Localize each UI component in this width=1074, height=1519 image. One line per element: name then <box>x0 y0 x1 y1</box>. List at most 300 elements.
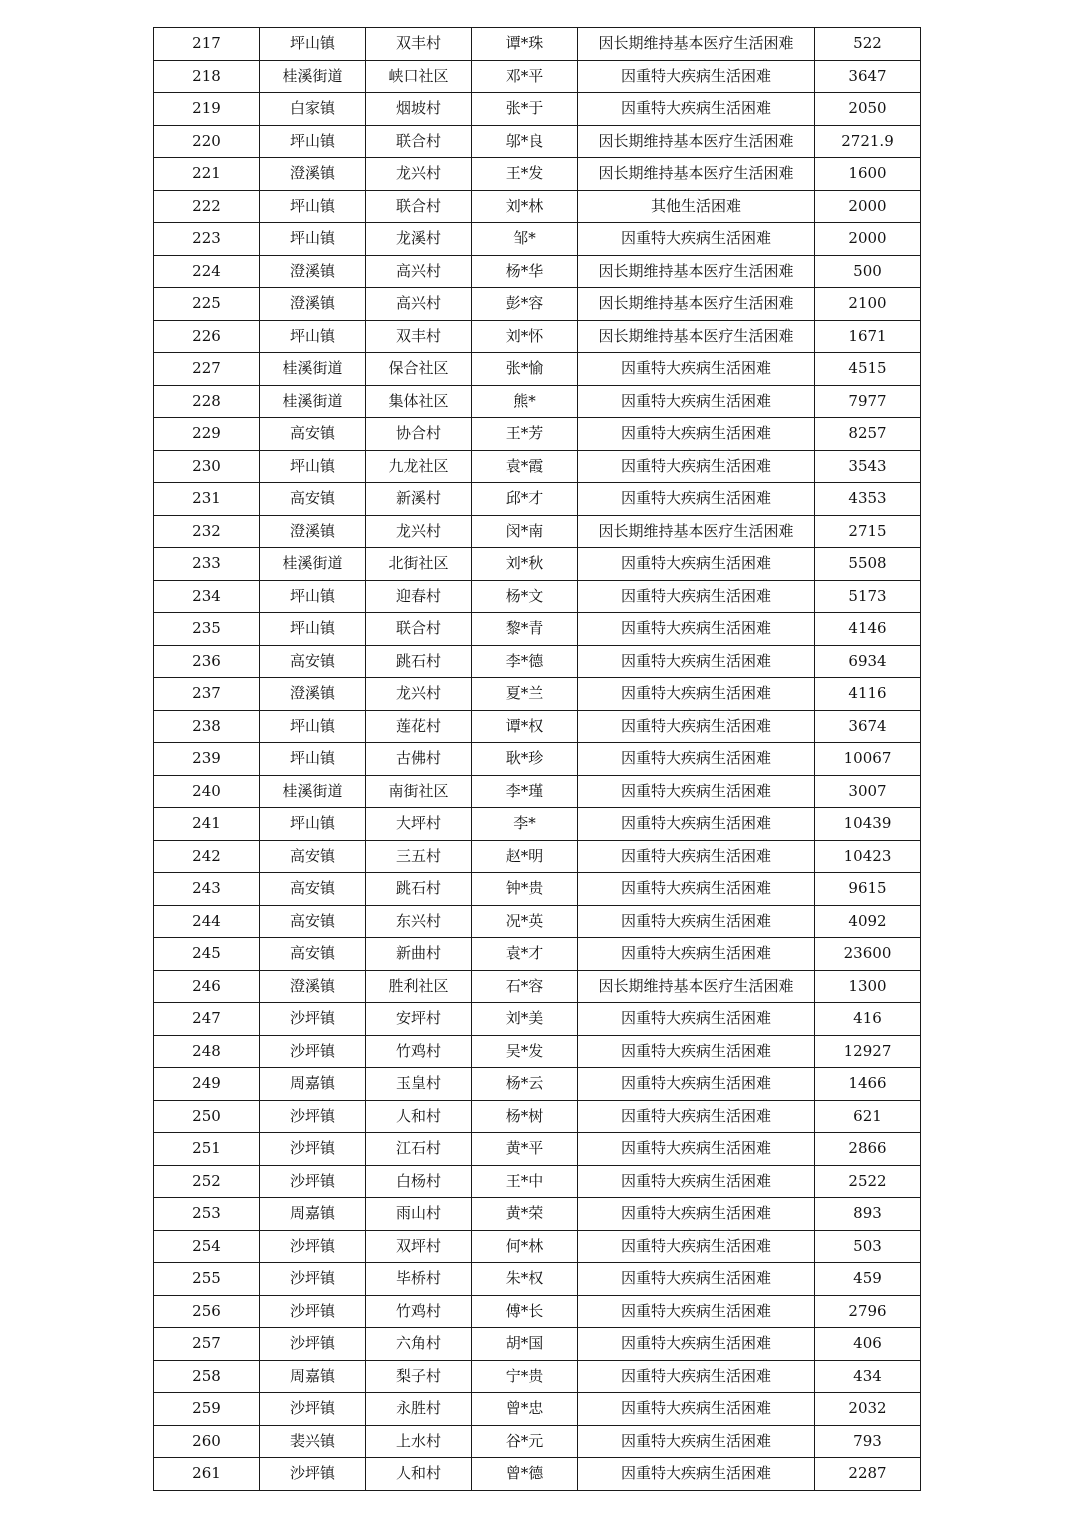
cell-reason: 因重特大疾病生活困难 <box>578 1458 815 1491</box>
cell-amount: 9615 <box>815 873 921 906</box>
cell-name: 杨*树 <box>472 1100 578 1133</box>
cell-amount: 4515 <box>815 353 921 386</box>
cell-reason: 因重特大疾病生活困难 <box>578 418 815 451</box>
cell-village: 龙兴村 <box>366 158 472 191</box>
table-row <box>154 678 921 711</box>
cell-amount: 2796 <box>815 1295 921 1328</box>
cell-name: 邓*平 <box>472 60 578 93</box>
cell-town: 沙坪镇 <box>260 1100 366 1133</box>
cell-reason: 因长期维持基本医疗生活困难 <box>578 125 815 158</box>
table-row <box>154 1100 921 1133</box>
cell-village: 雨山村 <box>366 1198 472 1231</box>
cell-village: 高兴村 <box>366 255 472 288</box>
cell-amount: 3007 <box>815 775 921 808</box>
cell-name: 谷*元 <box>472 1425 578 1458</box>
cell-town: 裴兴镇 <box>260 1425 366 1458</box>
cell-village: 新溪村 <box>366 483 472 516</box>
cell-name: 张*愉 <box>472 353 578 386</box>
cell-serial-number: 248 <box>154 1035 260 1068</box>
cell-name: 石*容 <box>472 970 578 1003</box>
cell-amount: 2032 <box>815 1393 921 1426</box>
cell-reason: 因重特大疾病生活困难 <box>578 1035 815 1068</box>
cell-village: 双丰村 <box>366 320 472 353</box>
table-row <box>154 938 921 971</box>
cell-town: 高安镇 <box>260 483 366 516</box>
cell-amount: 8257 <box>815 418 921 451</box>
cell-reason: 因重特大疾病生活困难 <box>578 1393 815 1426</box>
cell-town: 高安镇 <box>260 905 366 938</box>
table-row <box>154 840 921 873</box>
cell-town: 高安镇 <box>260 873 366 906</box>
cell-town: 桂溪街道 <box>260 385 366 418</box>
cell-reason: 因重特大疾病生活困难 <box>578 905 815 938</box>
table-row <box>154 873 921 906</box>
cell-name: 邬*良 <box>472 125 578 158</box>
cell-name: 朱*权 <box>472 1263 578 1296</box>
cell-serial-number: 232 <box>154 515 260 548</box>
cell-serial-number: 233 <box>154 548 260 581</box>
cell-reason: 因重特大疾病生活困难 <box>578 353 815 386</box>
cell-reason: 因重特大疾病生活困难 <box>578 678 815 711</box>
cell-village: 协合村 <box>366 418 472 451</box>
table-row <box>154 158 921 191</box>
cell-name: 吴*发 <box>472 1035 578 1068</box>
cell-town: 澄溪镇 <box>260 515 366 548</box>
cell-name: 彭*容 <box>472 288 578 321</box>
cell-name: 邱*才 <box>472 483 578 516</box>
table-row <box>154 288 921 321</box>
cell-reason: 因重特大疾病生活困难 <box>578 1133 815 1166</box>
cell-reason: 因重特大疾病生活困难 <box>578 548 815 581</box>
table-row <box>154 1068 921 1101</box>
cell-village: 新曲村 <box>366 938 472 971</box>
cell-serial-number: 244 <box>154 905 260 938</box>
cell-reason: 因重特大疾病生活困难 <box>578 1100 815 1133</box>
cell-amount: 3674 <box>815 710 921 743</box>
cell-town: 沙坪镇 <box>260 1165 366 1198</box>
table-row <box>154 1425 921 1458</box>
cell-reason: 因重特大疾病生活困难 <box>578 873 815 906</box>
document-page <box>153 27 920 1491</box>
cell-serial-number: 261 <box>154 1458 260 1491</box>
cell-town: 坪山镇 <box>260 710 366 743</box>
cell-reason: 因重特大疾病生活困难 <box>578 743 815 776</box>
cell-amount: 2287 <box>815 1458 921 1491</box>
table-row <box>154 1035 921 1068</box>
table-row <box>154 1165 921 1198</box>
cell-reason: 因重特大疾病生活困难 <box>578 385 815 418</box>
table-row <box>154 808 921 841</box>
cell-name: 况*英 <box>472 905 578 938</box>
cell-amount: 10423 <box>815 840 921 873</box>
cell-reason: 因重特大疾病生活困难 <box>578 1198 815 1231</box>
cell-name: 李*瑾 <box>472 775 578 808</box>
cell-town: 坪山镇 <box>260 743 366 776</box>
cell-amount: 2100 <box>815 288 921 321</box>
cell-village: 永胜村 <box>366 1393 472 1426</box>
cell-reason: 因重特大疾病生活困难 <box>578 1295 815 1328</box>
cell-amount: 4353 <box>815 483 921 516</box>
table-row <box>154 450 921 483</box>
cell-reason: 因重特大疾病生活困难 <box>578 223 815 256</box>
cell-name: 袁*才 <box>472 938 578 971</box>
cell-serial-number: 219 <box>154 93 260 126</box>
cell-reason: 因长期维持基本医疗生活困难 <box>578 320 815 353</box>
cell-serial-number: 247 <box>154 1003 260 1036</box>
cell-town: 坪山镇 <box>260 808 366 841</box>
cell-amount: 793 <box>815 1425 921 1458</box>
cell-village: 三五村 <box>366 840 472 873</box>
cell-name: 杨*华 <box>472 255 578 288</box>
cell-town: 澄溪镇 <box>260 255 366 288</box>
cell-village: 竹鸡村 <box>366 1035 472 1068</box>
table-row <box>154 548 921 581</box>
table-row <box>154 905 921 938</box>
table-row <box>154 1393 921 1426</box>
cell-name: 谭*珠 <box>472 28 578 61</box>
cell-name: 杨*文 <box>472 580 578 613</box>
cell-serial-number: 237 <box>154 678 260 711</box>
table-row <box>154 645 921 678</box>
table-row <box>154 1458 921 1491</box>
cell-reason: 因重特大疾病生活困难 <box>578 938 815 971</box>
cell-amount: 10067 <box>815 743 921 776</box>
cell-name: 邹* <box>472 223 578 256</box>
cell-name: 曾*忠 <box>472 1393 578 1426</box>
cell-town: 澄溪镇 <box>260 678 366 711</box>
cell-village: 玉皇村 <box>366 1068 472 1101</box>
cell-town: 坪山镇 <box>260 320 366 353</box>
cell-reason: 因长期维持基本医疗生活困难 <box>578 28 815 61</box>
cell-amount: 2721.9 <box>815 125 921 158</box>
cell-village: 龙溪村 <box>366 223 472 256</box>
table-row <box>154 60 921 93</box>
table-row <box>154 190 921 223</box>
table-row <box>154 320 921 353</box>
cell-serial-number: 243 <box>154 873 260 906</box>
cell-amount: 893 <box>815 1198 921 1231</box>
cell-town: 沙坪镇 <box>260 1230 366 1263</box>
cell-village: 安坪村 <box>366 1003 472 1036</box>
cell-serial-number: 221 <box>154 158 260 191</box>
cell-serial-number: 255 <box>154 1263 260 1296</box>
cell-amount: 416 <box>815 1003 921 1036</box>
cell-serial-number: 229 <box>154 418 260 451</box>
cell-reason: 因重特大疾病生活困难 <box>578 60 815 93</box>
cell-village: 峡口社区 <box>366 60 472 93</box>
cell-serial-number: 235 <box>154 613 260 646</box>
cell-reason: 因长期维持基本医疗生活困难 <box>578 515 815 548</box>
cell-amount: 1671 <box>815 320 921 353</box>
table-row <box>154 353 921 386</box>
table-row <box>154 775 921 808</box>
cell-amount: 621 <box>815 1100 921 1133</box>
cell-village: 胜利社区 <box>366 970 472 1003</box>
cell-town: 高安镇 <box>260 938 366 971</box>
cell-village: 九龙社区 <box>366 450 472 483</box>
cell-reason: 因长期维持基本医疗生活困难 <box>578 255 815 288</box>
cell-serial-number: 257 <box>154 1328 260 1361</box>
cell-village: 上水村 <box>366 1425 472 1458</box>
cell-serial-number: 250 <box>154 1100 260 1133</box>
cell-name: 刘*林 <box>472 190 578 223</box>
cell-reason: 因重特大疾病生活困难 <box>578 1165 815 1198</box>
cell-name: 熊* <box>472 385 578 418</box>
cell-amount: 4092 <box>815 905 921 938</box>
cell-amount: 5173 <box>815 580 921 613</box>
cell-serial-number: 240 <box>154 775 260 808</box>
cell-amount: 23600 <box>815 938 921 971</box>
cell-name: 谭*权 <box>472 710 578 743</box>
cell-reason: 因重特大疾病生活困难 <box>578 613 815 646</box>
cell-amount: 2866 <box>815 1133 921 1166</box>
cell-village: 双坪村 <box>366 1230 472 1263</box>
table-row <box>154 1133 921 1166</box>
cell-town: 桂溪街道 <box>260 548 366 581</box>
cell-name: 曾*德 <box>472 1458 578 1491</box>
table-row <box>154 1198 921 1231</box>
cell-serial-number: 217 <box>154 28 260 61</box>
cell-village: 联合村 <box>366 613 472 646</box>
cell-amount: 10439 <box>815 808 921 841</box>
cell-serial-number: 230 <box>154 450 260 483</box>
cell-name: 张*于 <box>472 93 578 126</box>
cell-village: 大坪村 <box>366 808 472 841</box>
cell-town: 澄溪镇 <box>260 158 366 191</box>
cell-reason: 因重特大疾病生活困难 <box>578 808 815 841</box>
cell-name: 王*发 <box>472 158 578 191</box>
cell-town: 坪山镇 <box>260 28 366 61</box>
table-row <box>154 970 921 1003</box>
table-row <box>154 515 921 548</box>
cell-name: 胡*国 <box>472 1328 578 1361</box>
cell-serial-number: 256 <box>154 1295 260 1328</box>
cell-serial-number: 254 <box>154 1230 260 1263</box>
cell-village: 北街社区 <box>366 548 472 581</box>
cell-town: 沙坪镇 <box>260 1263 366 1296</box>
cell-serial-number: 242 <box>154 840 260 873</box>
cell-amount: 4116 <box>815 678 921 711</box>
cell-town: 沙坪镇 <box>260 1003 366 1036</box>
cell-village: 跳石村 <box>366 873 472 906</box>
cell-reason: 因重特大疾病生活困难 <box>578 1068 815 1101</box>
cell-amount: 2522 <box>815 1165 921 1198</box>
cell-town: 澄溪镇 <box>260 970 366 1003</box>
cell-village: 联合村 <box>366 125 472 158</box>
table-row <box>154 1263 921 1296</box>
table-row <box>154 1003 921 1036</box>
cell-serial-number: 220 <box>154 125 260 158</box>
cell-village: 古佛村 <box>366 743 472 776</box>
cell-serial-number: 249 <box>154 1068 260 1101</box>
cell-serial-number: 251 <box>154 1133 260 1166</box>
cell-serial-number: 258 <box>154 1360 260 1393</box>
table-row <box>154 1328 921 1361</box>
cell-amount: 434 <box>815 1360 921 1393</box>
cell-village: 高兴村 <box>366 288 472 321</box>
cell-amount: 1600 <box>815 158 921 191</box>
cell-village: 白杨村 <box>366 1165 472 1198</box>
table-row <box>154 223 921 256</box>
cell-village: 集体社区 <box>366 385 472 418</box>
cell-reason: 因长期维持基本医疗生活困难 <box>578 288 815 321</box>
cell-reason: 因重特大疾病生活困难 <box>578 710 815 743</box>
cell-amount: 1300 <box>815 970 921 1003</box>
cell-reason: 因重特大疾病生活困难 <box>578 1425 815 1458</box>
cell-town: 坪山镇 <box>260 223 366 256</box>
cell-name: 刘*美 <box>472 1003 578 1036</box>
cell-serial-number: 245 <box>154 938 260 971</box>
cell-name: 杨*云 <box>472 1068 578 1101</box>
cell-village: 东兴村 <box>366 905 472 938</box>
cell-town: 坪山镇 <box>260 125 366 158</box>
cell-village: 梨子村 <box>366 1360 472 1393</box>
cell-village: 龙兴村 <box>366 515 472 548</box>
cell-amount: 500 <box>815 255 921 288</box>
cell-serial-number: 227 <box>154 353 260 386</box>
cell-name: 钟*贵 <box>472 873 578 906</box>
cell-town: 沙坪镇 <box>260 1295 366 1328</box>
cell-name: 王*中 <box>472 1165 578 1198</box>
table-row <box>154 28 921 61</box>
cell-town: 沙坪镇 <box>260 1133 366 1166</box>
cell-serial-number: 218 <box>154 60 260 93</box>
cell-village: 双丰村 <box>366 28 472 61</box>
cell-village: 南街社区 <box>366 775 472 808</box>
cell-reason: 因长期维持基本医疗生活困难 <box>578 158 815 191</box>
table-row <box>154 710 921 743</box>
table-row <box>154 255 921 288</box>
table-body <box>154 28 921 1491</box>
cell-reason: 因重特大疾病生活困难 <box>578 1003 815 1036</box>
cell-village: 莲花村 <box>366 710 472 743</box>
table-row <box>154 1295 921 1328</box>
cell-name: 耿*珍 <box>472 743 578 776</box>
cell-amount: 2000 <box>815 223 921 256</box>
cell-village: 人和村 <box>366 1100 472 1133</box>
cell-name: 袁*霞 <box>472 450 578 483</box>
cell-name: 何*林 <box>472 1230 578 1263</box>
cell-town: 白家镇 <box>260 93 366 126</box>
cell-reason: 因重特大疾病生活困难 <box>578 840 815 873</box>
cell-serial-number: 225 <box>154 288 260 321</box>
cell-town: 沙坪镇 <box>260 1328 366 1361</box>
cell-town: 坪山镇 <box>260 580 366 613</box>
cell-serial-number: 231 <box>154 483 260 516</box>
cell-town: 桂溪街道 <box>260 775 366 808</box>
table-row <box>154 743 921 776</box>
cell-reason: 因重特大疾病生活困难 <box>578 1263 815 1296</box>
cell-town: 坪山镇 <box>260 613 366 646</box>
cell-village: 保合社区 <box>366 353 472 386</box>
cell-serial-number: 234 <box>154 580 260 613</box>
cell-serial-number: 226 <box>154 320 260 353</box>
cell-reason: 因重特大疾病生活困难 <box>578 93 815 126</box>
cell-town: 周嘉镇 <box>260 1068 366 1101</box>
cell-serial-number: 228 <box>154 385 260 418</box>
cell-name: 夏*兰 <box>472 678 578 711</box>
table-row <box>154 613 921 646</box>
cell-village: 迎春村 <box>366 580 472 613</box>
cell-serial-number: 223 <box>154 223 260 256</box>
cell-town: 沙坪镇 <box>260 1458 366 1491</box>
cell-amount: 3543 <box>815 450 921 483</box>
cell-reason: 因重特大疾病生活困难 <box>578 580 815 613</box>
cell-village: 竹鸡村 <box>366 1295 472 1328</box>
cell-town: 高安镇 <box>260 840 366 873</box>
table-row <box>154 483 921 516</box>
cell-reason: 因重特大疾病生活困难 <box>578 1328 815 1361</box>
cell-name: 李*德 <box>472 645 578 678</box>
table-row <box>154 418 921 451</box>
cell-amount: 2000 <box>815 190 921 223</box>
cell-serial-number: 253 <box>154 1198 260 1231</box>
cell-serial-number: 252 <box>154 1165 260 1198</box>
cell-name: 黄*荣 <box>472 1198 578 1231</box>
cell-reason: 因重特大疾病生活困难 <box>578 1230 815 1263</box>
cell-name: 赵*明 <box>472 840 578 873</box>
cell-name: 傅*长 <box>472 1295 578 1328</box>
cell-serial-number: 222 <box>154 190 260 223</box>
cell-serial-number: 241 <box>154 808 260 841</box>
cell-serial-number: 246 <box>154 970 260 1003</box>
cell-town: 澄溪镇 <box>260 288 366 321</box>
cell-reason: 因重特大疾病生活困难 <box>578 775 815 808</box>
assistance-records-table <box>153 27 921 1491</box>
table-row <box>154 1360 921 1393</box>
cell-town: 沙坪镇 <box>260 1035 366 1068</box>
cell-name: 刘*怀 <box>472 320 578 353</box>
cell-serial-number: 224 <box>154 255 260 288</box>
table-row <box>154 125 921 158</box>
cell-reason: 其他生活困难 <box>578 190 815 223</box>
cell-town: 高安镇 <box>260 418 366 451</box>
cell-amount: 5508 <box>815 548 921 581</box>
cell-name: 宁*贵 <box>472 1360 578 1393</box>
cell-name: 黎*青 <box>472 613 578 646</box>
cell-village: 联合村 <box>366 190 472 223</box>
cell-town: 沙坪镇 <box>260 1393 366 1426</box>
cell-amount: 12927 <box>815 1035 921 1068</box>
cell-name: 黄*平 <box>472 1133 578 1166</box>
cell-village: 人和村 <box>366 1458 472 1491</box>
cell-serial-number: 259 <box>154 1393 260 1426</box>
cell-serial-number: 260 <box>154 1425 260 1458</box>
cell-amount: 459 <box>815 1263 921 1296</box>
cell-reason: 因重特大疾病生活困难 <box>578 645 815 678</box>
cell-amount: 2050 <box>815 93 921 126</box>
cell-village: 龙兴村 <box>366 678 472 711</box>
cell-village: 江石村 <box>366 1133 472 1166</box>
cell-reason: 因重特大疾病生活困难 <box>578 1360 815 1393</box>
cell-serial-number: 236 <box>154 645 260 678</box>
table-row <box>154 385 921 418</box>
cell-town: 周嘉镇 <box>260 1360 366 1393</box>
cell-reason: 因重特大疾病生活困难 <box>578 483 815 516</box>
cell-town: 高安镇 <box>260 645 366 678</box>
cell-serial-number: 238 <box>154 710 260 743</box>
table-row <box>154 580 921 613</box>
cell-town: 桂溪街道 <box>260 353 366 386</box>
cell-village: 六角村 <box>366 1328 472 1361</box>
cell-name: 王*芳 <box>472 418 578 451</box>
cell-town: 桂溪街道 <box>260 60 366 93</box>
cell-amount: 7977 <box>815 385 921 418</box>
cell-amount: 6934 <box>815 645 921 678</box>
cell-amount: 4146 <box>815 613 921 646</box>
cell-amount: 503 <box>815 1230 921 1263</box>
cell-village: 毕桥村 <box>366 1263 472 1296</box>
